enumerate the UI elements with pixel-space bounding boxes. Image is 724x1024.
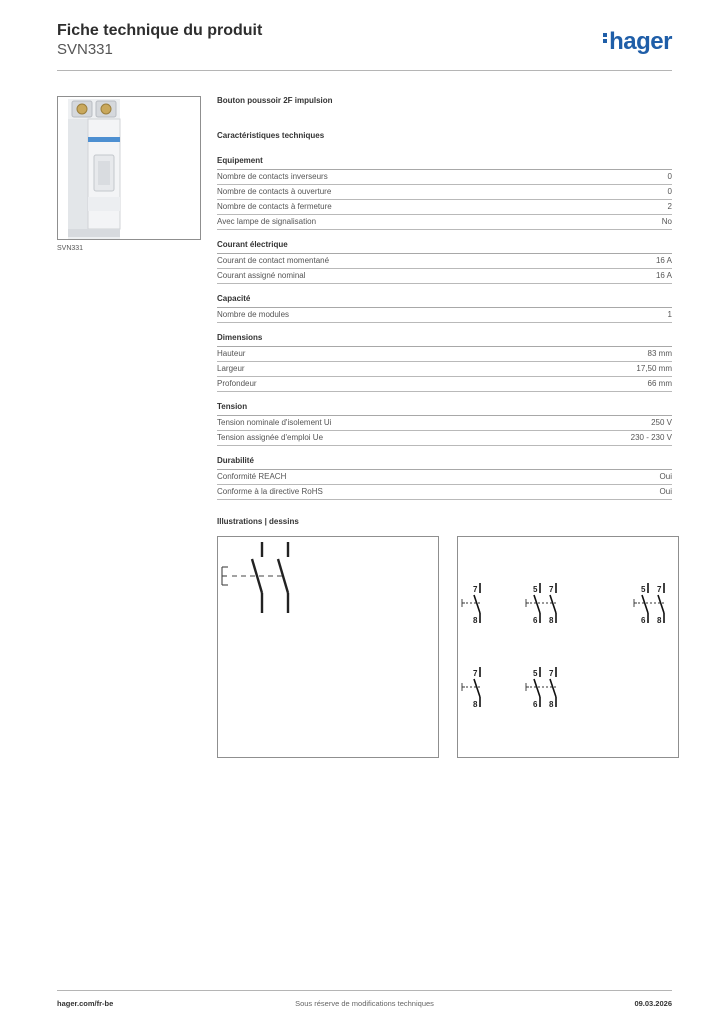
spec-value: 16 A bbox=[655, 271, 672, 280]
product-image bbox=[57, 96, 201, 240]
contact-symbol bbox=[634, 583, 664, 625]
spec-label: Profondeur bbox=[217, 379, 257, 388]
terminal-label: 6 bbox=[533, 700, 538, 709]
terminal-label: 8 bbox=[473, 700, 478, 709]
contact-symbol bbox=[462, 583, 480, 625]
spec-label: Hauteur bbox=[217, 349, 246, 358]
spec-row bbox=[217, 347, 672, 362]
section-title: Durabilité bbox=[217, 456, 672, 470]
terminal-label: 5 bbox=[641, 585, 646, 594]
spec-value: 0 bbox=[667, 187, 672, 196]
spec-value: 230 - 230 V bbox=[630, 433, 672, 442]
section-title: Capacité bbox=[217, 294, 672, 308]
spec-value: 2 bbox=[667, 202, 672, 211]
terminal-label: 8 bbox=[657, 616, 662, 625]
spec-row bbox=[217, 254, 672, 269]
brand-name: hager bbox=[609, 28, 672, 55]
push-button-schematic bbox=[218, 537, 438, 757]
terminal-label: 8 bbox=[549, 616, 554, 625]
spec-label: Conformité REACH bbox=[217, 472, 287, 481]
spec-row bbox=[217, 308, 672, 323]
spec-label: Largeur bbox=[217, 364, 245, 373]
spec-row bbox=[217, 215, 672, 230]
footer-note: Sous réserve de modifications techniques bbox=[295, 999, 434, 1008]
footer-url[interactable]: hager.com/fr-be bbox=[57, 999, 114, 1008]
terminal-label: 6 bbox=[533, 616, 538, 625]
terminal-label: 7 bbox=[473, 585, 478, 594]
spec-label: Tension assignée d'emploi Ue bbox=[217, 433, 324, 442]
brand-logo bbox=[603, 28, 672, 56]
wiring-diagram-actuator bbox=[217, 536, 439, 758]
section-title: Dimensions bbox=[217, 333, 672, 347]
contact-symbol bbox=[462, 667, 480, 709]
spec-value: No bbox=[661, 217, 672, 226]
terminal-label: 7 bbox=[473, 669, 478, 678]
spec-row bbox=[217, 485, 672, 500]
spec-row bbox=[217, 185, 672, 200]
terminal-label: 8 bbox=[549, 700, 554, 709]
spec-value: 83 mm bbox=[647, 349, 672, 358]
section-title: Courant électrique bbox=[217, 240, 672, 254]
contact-symbols bbox=[458, 537, 678, 757]
terminal-label: 7 bbox=[549, 585, 554, 594]
spec-value: Oui bbox=[659, 472, 672, 481]
spec-value: 17,50 mm bbox=[636, 364, 672, 373]
spec-value: 16 A bbox=[655, 256, 672, 265]
spec-row bbox=[217, 269, 672, 284]
section-title: Tension bbox=[217, 402, 672, 416]
section-title: Equipement bbox=[217, 156, 672, 170]
spec-value: 66 mm bbox=[647, 379, 672, 388]
modular-switch-icon bbox=[58, 97, 200, 239]
terminal-label: 5 bbox=[533, 585, 538, 594]
contact-symbols-diagram bbox=[457, 536, 679, 758]
specifications-title: Caractéristiques techniques bbox=[217, 131, 325, 140]
product-name: Bouton poussoir 2F impulsion bbox=[217, 96, 333, 105]
spec-row bbox=[217, 377, 672, 392]
spec-row bbox=[217, 431, 672, 446]
terminal-label: 7 bbox=[657, 585, 662, 594]
spec-value: 0 bbox=[667, 172, 672, 181]
spec-value: Oui bbox=[659, 487, 672, 496]
terminal-label: 5 bbox=[533, 669, 538, 678]
image-caption: SVN331 bbox=[57, 245, 84, 252]
spec-label: Nombre de contacts à ouverture bbox=[217, 187, 332, 196]
illustrations-title: Illustrations | dessins bbox=[217, 517, 299, 526]
spec-label: Nombre de modules bbox=[217, 310, 290, 319]
spec-label: Nombre de contacts à fermeture bbox=[217, 202, 332, 211]
spec-row bbox=[217, 416, 672, 431]
logo-dots-icon bbox=[603, 33, 607, 45]
spec-label: Tension nominale d'isolement Ui bbox=[217, 418, 332, 427]
contact-symbol bbox=[526, 667, 556, 709]
spec-row bbox=[217, 362, 672, 377]
spec-row bbox=[217, 170, 672, 185]
spec-row bbox=[217, 470, 672, 485]
spec-label: Nombre de contacts inverseurs bbox=[217, 172, 328, 181]
terminal-label: 6 bbox=[641, 616, 646, 625]
spec-value: 250 V bbox=[651, 418, 672, 427]
terminal-label: 8 bbox=[473, 616, 478, 625]
spec-label: Courant de contact momentané bbox=[217, 256, 330, 265]
page-header bbox=[57, 22, 672, 71]
spec-row bbox=[217, 200, 672, 215]
contact-symbol bbox=[526, 583, 556, 625]
spec-value: 1 bbox=[667, 310, 672, 319]
page-title: Fiche technique du produit bbox=[57, 22, 263, 39]
page-footer bbox=[57, 990, 672, 1011]
spec-label: Conforme à la directive RoHS bbox=[217, 487, 323, 496]
spec-label: Avec lampe de signalisation bbox=[217, 217, 317, 226]
spec-label: Courant assigné nominal bbox=[217, 271, 306, 280]
terminal-label: 7 bbox=[549, 669, 554, 678]
footer-date: 09.03.2026 bbox=[634, 999, 672, 1008]
product-reference: SVN331 bbox=[57, 41, 113, 58]
